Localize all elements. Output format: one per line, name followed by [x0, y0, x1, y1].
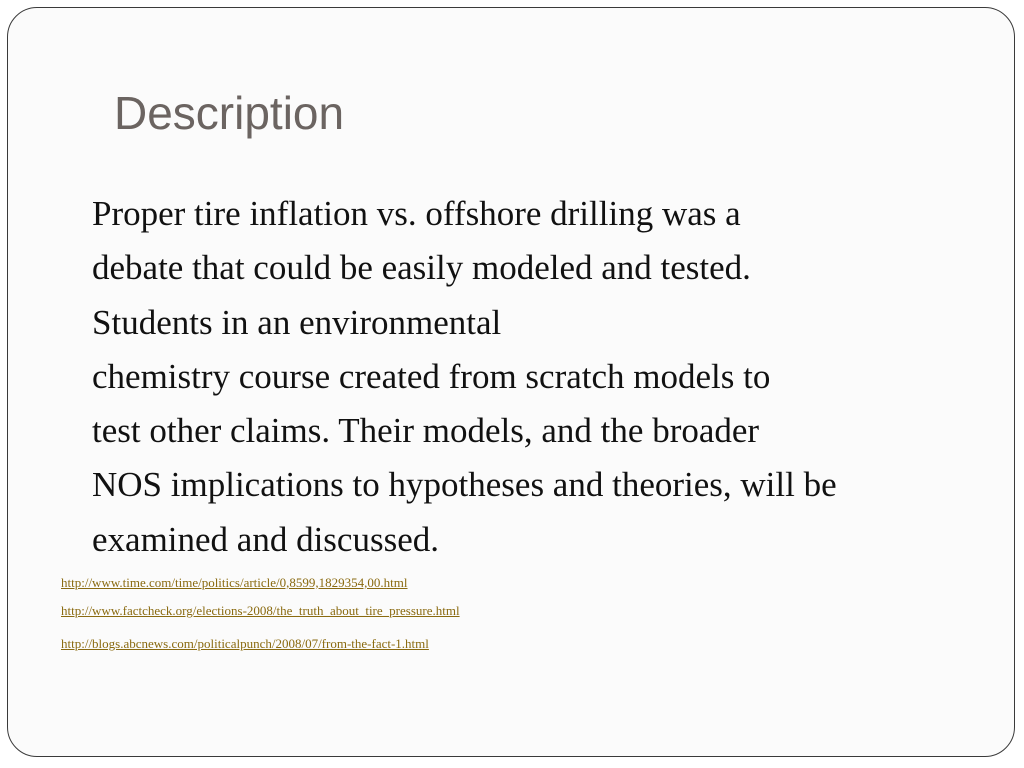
slide-body-text [92, 187, 992, 567]
body-line: chemistry course created from scratch models to [92, 356, 771, 396]
body-line: Students in an environmental [92, 302, 502, 342]
slide-title: Description [114, 87, 345, 139]
abcnews-blog-link[interactable]: http://blogs.abcnews.com/politicalpunch/2008/07/from-the-fact-1.html [61, 636, 429, 651]
body-line: debate that could be easily modeled and tested. [92, 248, 751, 288]
factcheck-article-link[interactable]: http://www.factcheck.org/elections-2008/the_truth_about_tire_pressure.html [61, 603, 460, 618]
body-line: test other claims. Their models, and the broader [92, 411, 760, 451]
body-line: Proper tire inflation vs. offshore drilling was a [92, 194, 741, 233]
time-article-link[interactable]: http://www.time.com/time/politics/article/0,8599,1829354,00.html [61, 575, 408, 590]
body-line: examined and discussed. [92, 519, 439, 559]
body-line: NOS implications to hypotheses and theories, will be [92, 465, 837, 505]
